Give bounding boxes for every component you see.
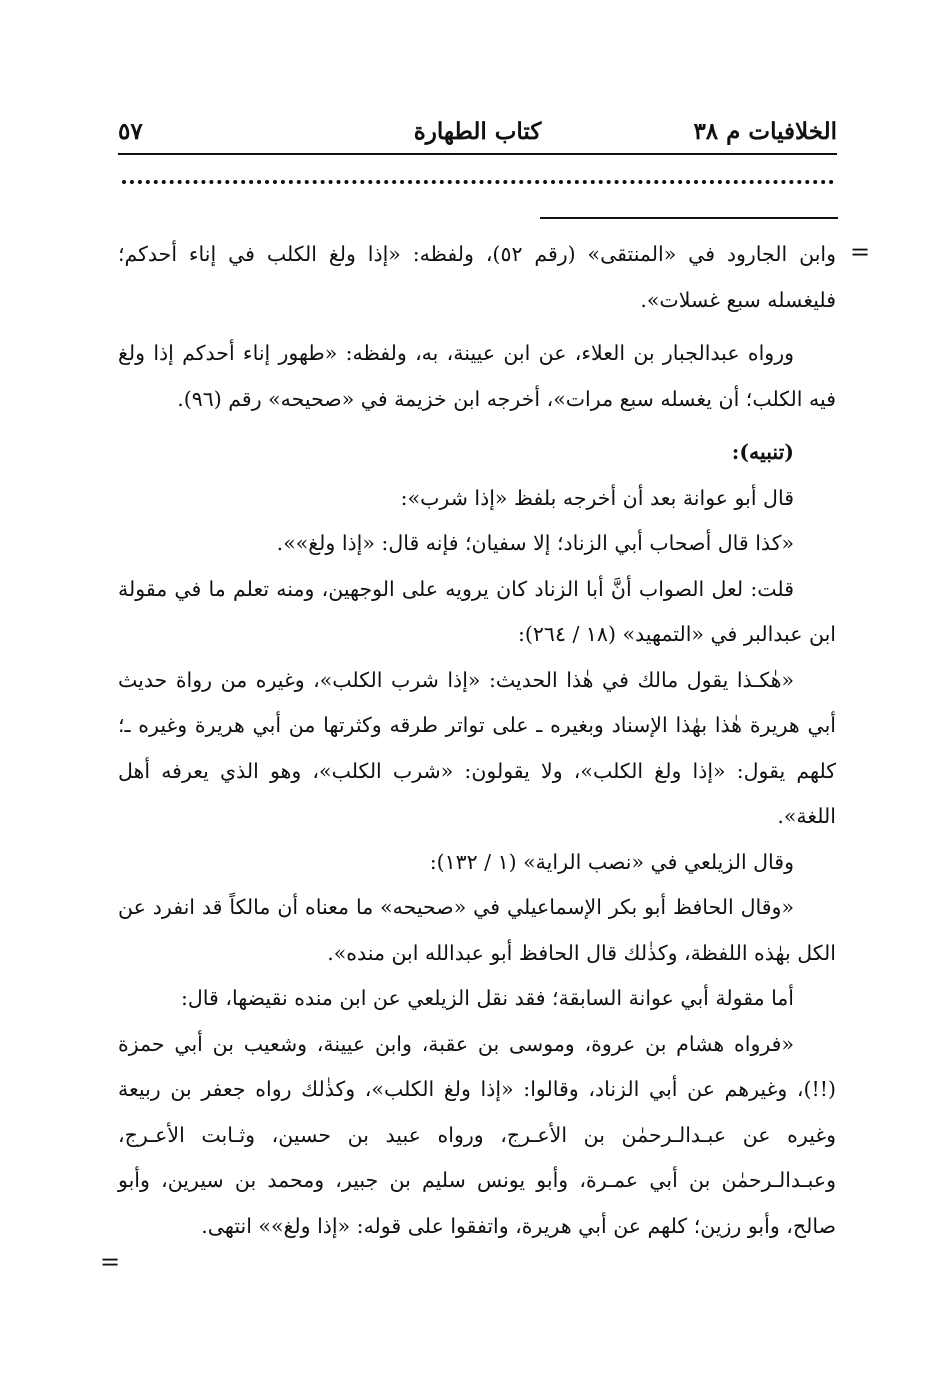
paragraph-1: وابن الجارود في «المنتقى» (رقم ٥٢)، ولفظه: «إذا ولغ الكلب في إناء أحدكم؛ فليغسله سبع غسلات». xyxy=(118,242,836,312)
paragraph-2: ورواه عبدالجبار بن العلاء، عن ابن عيينة، به، ولفظه: «طهور إناء أحدكم إذا ولغ فيه الكلب؛ أن يغسله سبع مرات»، أخرجه ابن خزيمة في «صحيحه» رقم (٩٦). xyxy=(118,341,836,411)
header-rule xyxy=(118,153,837,155)
footnote-body xyxy=(118,232,836,1249)
paragraph-6: «هٰكـذا يقول مالك في هٰذا الحديث: «إذا شرب الكلب»، وغيره من رواة حديث أبي هريرة هٰذا بهٰذا الإسناد وبغيره ـ على تواتر طرقه وكثرتها من أبي هريرة وغيره ـ؛ كلهم يقول: «إذا ولغ الكلب»، ولا يقولون: «شرب الكلب»، وهو الذي يعرفه أهل اللغة». xyxy=(118,667,836,828)
header-book-title: كتاب الطهارة xyxy=(413,118,542,145)
paragraph-7: وقال الزيلعي في «نصب الراية» (١ / ١٣٢): xyxy=(429,849,794,874)
paragraph-9: أما مقولة أبي عوانة السابقة؛ فقد نقل الزيلعي عن ابن منده نقيضها، قال: xyxy=(180,986,794,1010)
paragraph-10: «فرواه هشام بن عروة، وموسى بن عقبة، وابن عيينة، وشعيب بن أبي حمزة (!!)، وغيرهم عن أبي الزناد، وقالوا: «إذا ولغ الكلب»، وكذٰلك رواه جعفر بن ربيعة وغيره عن عبـدالـرحمٰن بن الأعـرج، ورواه عبيد بن حسين، وثـابت الأعـرج، وعبـدالـرحمٰن بن أبي عمـرة، وأبو يونس سليم بن جبير، ومحمد بن سيرين، وأبو صالح، وأبو رزين؛ كلهم عن أبي هريرة، واتفقوا على قوله: «إذا ولغ»» انتهى. xyxy=(118,1031,836,1238)
paragraph-8: «وقال الحافظ أبو بكر الإسماعيلي في «صحيحه» ما معناه أن مالكاً قد انفرد عن الكل بهٰذه اللفظة، وكذٰلك قال الحافظ أبو عبدالله ابن منده». xyxy=(118,895,836,965)
page-number: ٥٧ xyxy=(118,118,143,145)
paragraph-4: «كذا قال أصحاب أبي الزناد؛ إلا سفيان؛ فإنه قال: «إذا ولغ»». xyxy=(276,531,794,555)
continuation-marker: = xyxy=(850,238,871,266)
paragraph-3: قال أبو عوانة بعد أن أخرجه بلفظ «إذا شرب»: xyxy=(400,485,794,510)
footnote-rule xyxy=(540,217,838,219)
end-marker: = xyxy=(100,1248,121,1276)
header-volume-label: الخلافيات م ٣٨ xyxy=(693,118,837,145)
note-heading: (تنبيه): xyxy=(731,440,794,464)
page-header xyxy=(118,112,837,152)
dotted-separator xyxy=(122,180,834,184)
paragraph-5: قلت: لعل الصواب أنَّ أبا الزناد كان يرويه على الوجهين، ومنه تعلم ما في مقولة ابن عبدالبر في «التمهيد» (١٨ / ٢٦٤): xyxy=(118,576,836,646)
